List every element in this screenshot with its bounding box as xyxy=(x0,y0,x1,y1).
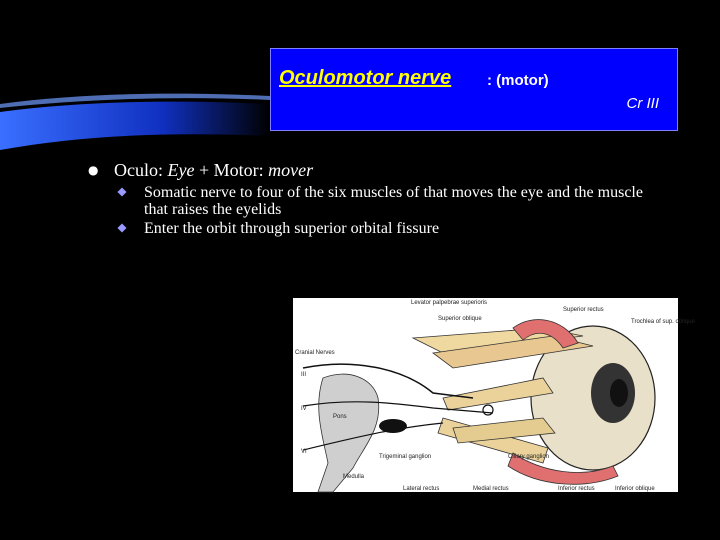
label-iii: III xyxy=(301,372,307,378)
label-trigeminal: Trigeminal ganglion xyxy=(379,454,432,460)
slide-title-type: : (motor) xyxy=(487,72,549,89)
pupil-shape xyxy=(610,379,628,407)
label-lateral-rectus: Lateral rectus xyxy=(403,486,440,492)
ciliary-ganglion-shape xyxy=(483,405,493,415)
cranial-number: Cr III xyxy=(626,95,659,112)
label-medulla: Medulla xyxy=(343,474,365,480)
bullet-main-mid: + Motor: xyxy=(194,160,269,180)
label-medial-rectus: Medial rectus xyxy=(473,486,509,492)
bullet-sub-1-text: Somatic nerve to four of the six muscles of that moves the eye and the muscle that raises the eyelids xyxy=(144,184,643,218)
bullet-sub-2 xyxy=(118,220,648,237)
bullet-main xyxy=(88,158,648,182)
slide-title: Oculomotor nerve xyxy=(279,67,452,89)
label-superior-rectus: Superior rectus xyxy=(563,307,604,313)
label-pons: Pons xyxy=(333,414,347,420)
trigeminal-ganglion-shape xyxy=(379,419,407,433)
bullet-main-eye: Eye xyxy=(167,160,195,180)
eye-muscles-diagram xyxy=(293,298,695,492)
bullet-sub-1 xyxy=(118,184,648,218)
label-vi: VI xyxy=(301,449,307,455)
bullet-diamond-icon xyxy=(117,187,126,196)
label-cranial-nerves: Cranial Nerves xyxy=(295,350,335,356)
label-superior-oblique: Superior oblique xyxy=(438,316,482,322)
bullet-dot-icon: ● xyxy=(88,163,99,177)
label-inferior-rectus: Inferior rectus xyxy=(558,486,595,492)
label-iv: IV xyxy=(301,406,307,412)
label-levator: Levator palpebrae superioris xyxy=(411,300,488,306)
bullet-main-mover: mover xyxy=(268,160,314,180)
bullet-diamond-icon xyxy=(117,223,126,232)
bullet-list xyxy=(88,158,648,237)
bullet-sub-2-text: Enter the orbit through superior orbital fissure xyxy=(144,220,440,237)
title-box xyxy=(270,48,678,131)
label-ciliary: Ciliary ganglion xyxy=(508,454,550,460)
label-trochlea: Trochlea of sup. oblique xyxy=(631,319,695,325)
anatomy-figure xyxy=(293,298,695,492)
bullet-main-prefix: Oculo: xyxy=(114,160,168,180)
label-inferior-oblique: Inferior oblique xyxy=(615,486,655,492)
